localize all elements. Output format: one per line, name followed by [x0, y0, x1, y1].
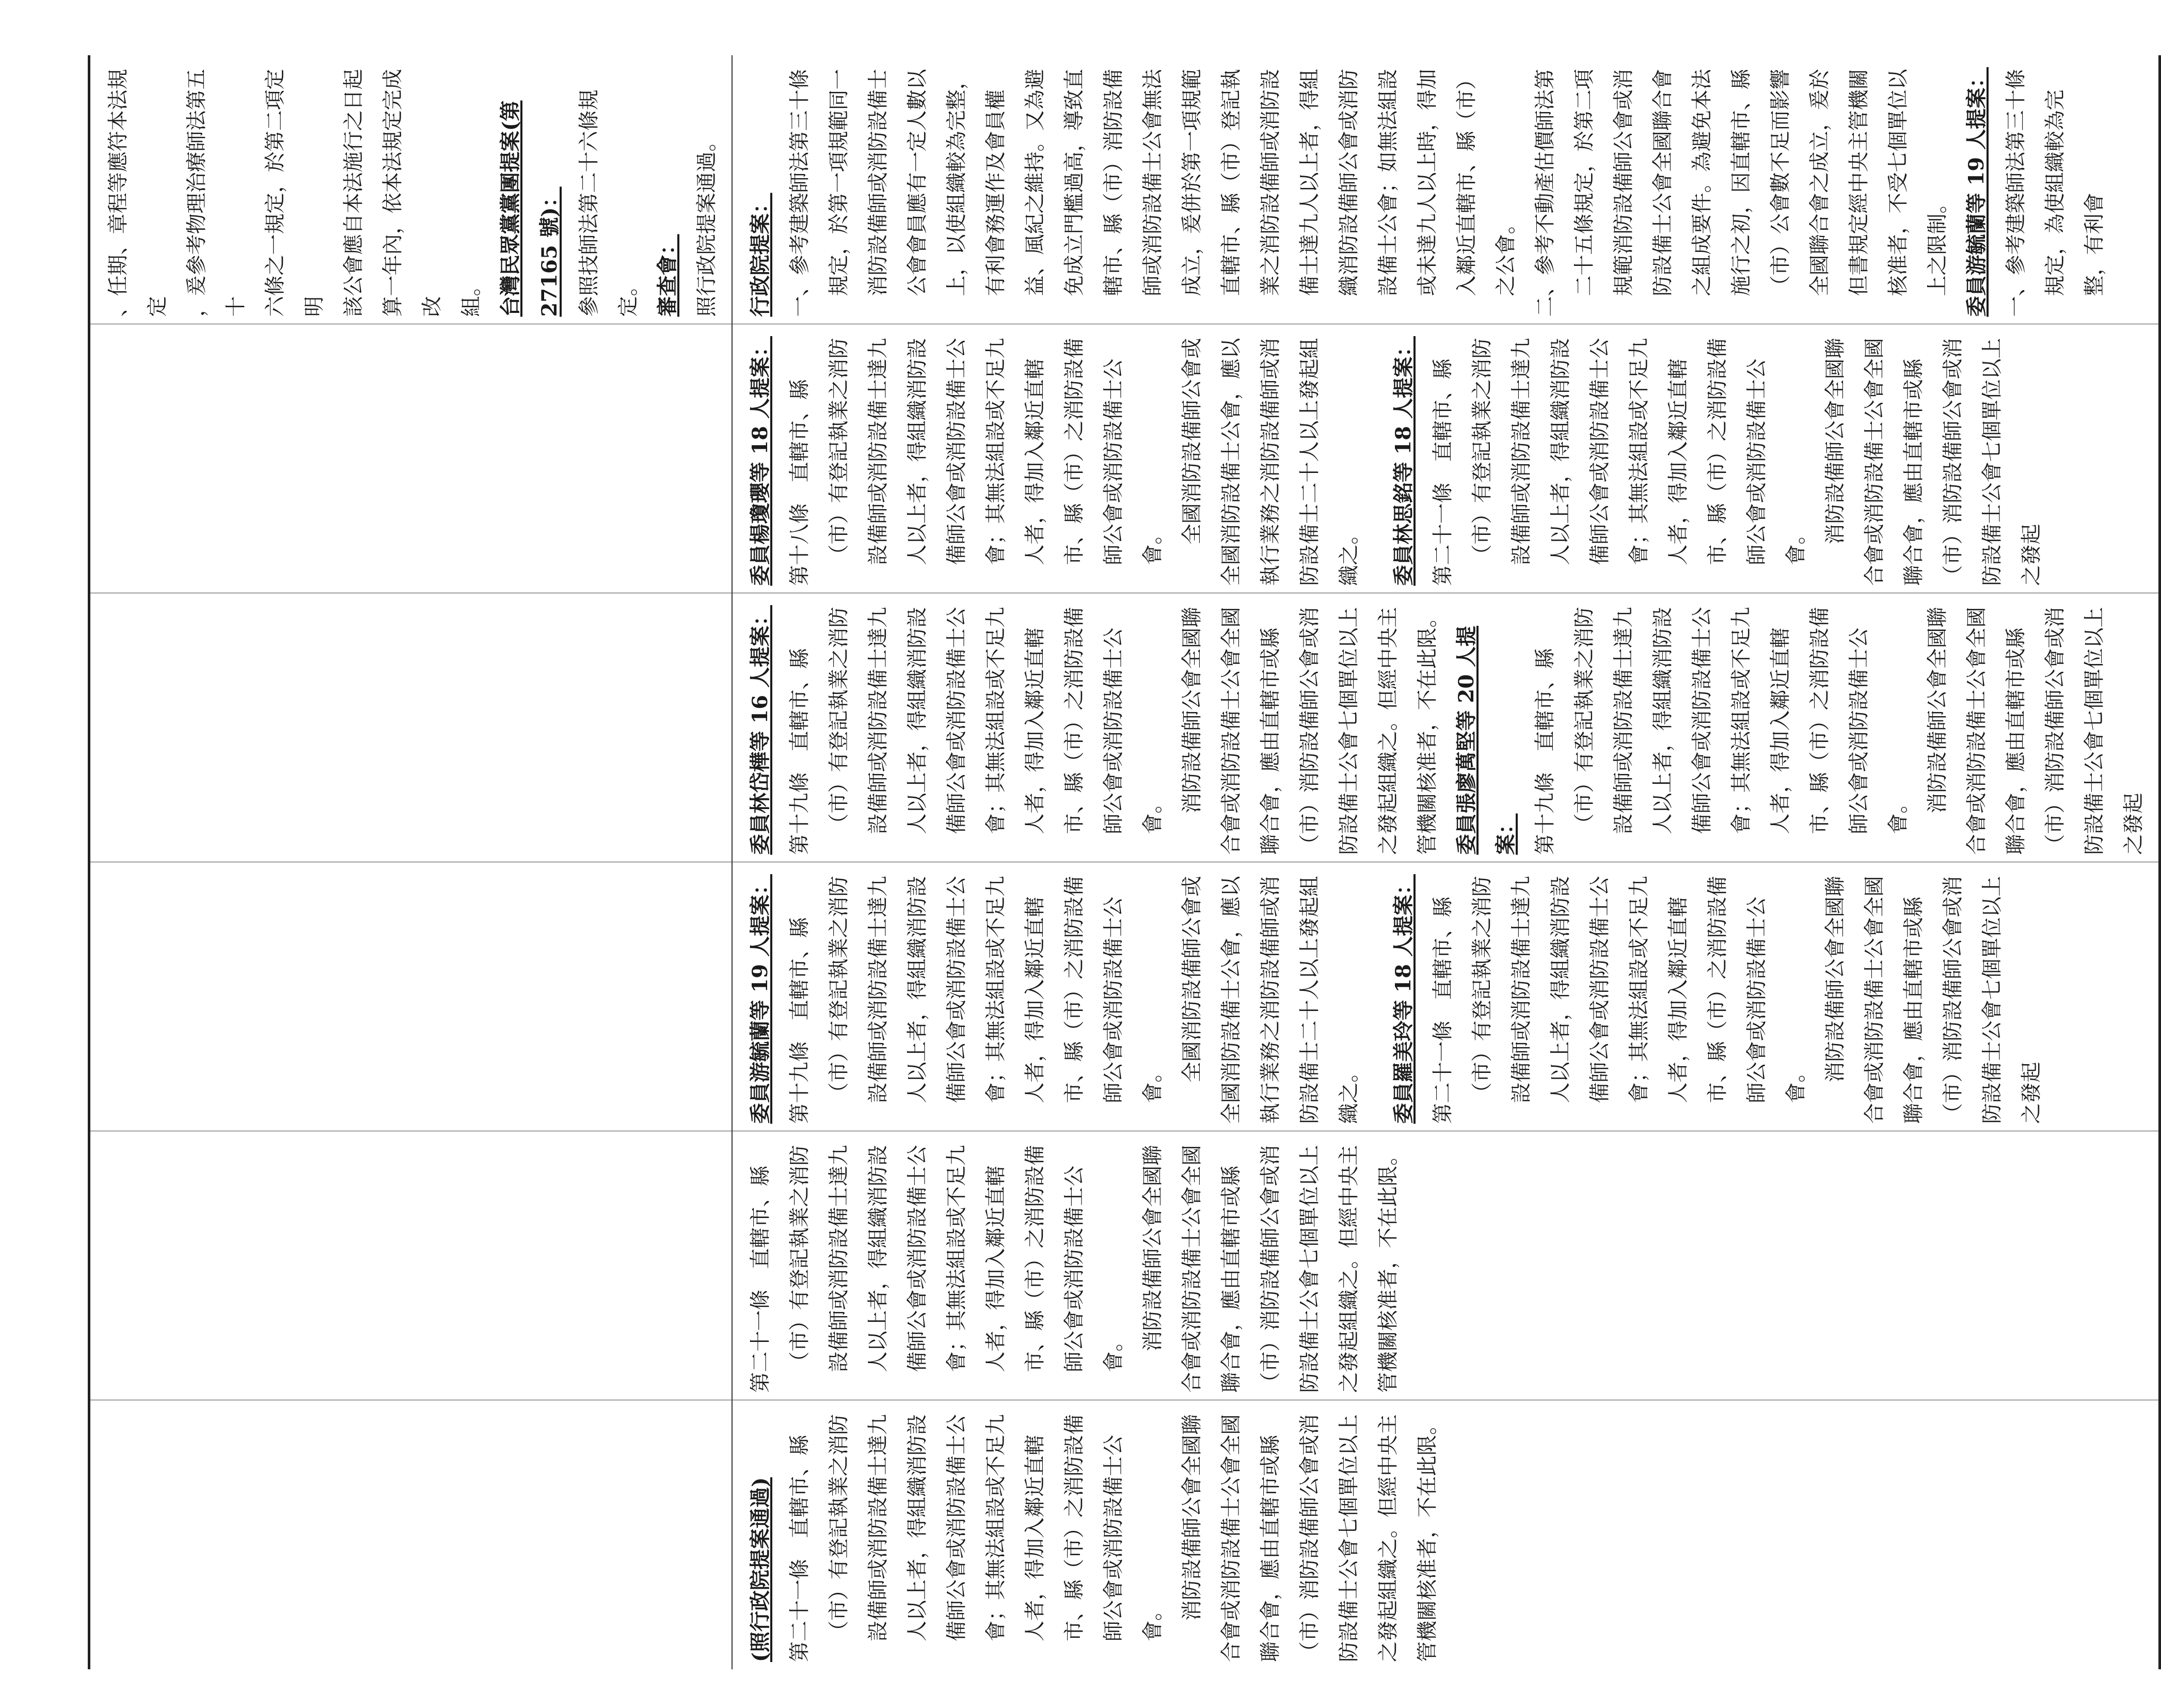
comparison-table [88, 55, 2161, 1669]
proposal-heading: 委員張廖萬堅等 20 人提案： [1454, 625, 1518, 855]
article-text: 全國消防設備師公會或全國消防設備士公會，應以執行業務之消防設備師或消防設備士二十人以上發起組織之。 [1180, 876, 1361, 1124]
cell-col5-top [89, 324, 733, 593]
tpp-caucus-heading: 台灣民眾黨黨團提案(第 27165 號)： [498, 100, 562, 317]
explanation-item: 一、參考建築師法第三十條規定，於第一項規範同一消防設備師或消防設備士公會會員應有一定人數以上，以使組織較為完整，有利會務運作及會員權益、風紀之維持。又為避免成立門檻過高，導致直轄市、縣（市）消防設備師或消防設備士公會無法成立，爰併於第一項規範直轄市、縣（市）登記執業之消防設備師或消防設備士達九人以上者，得組織消防設備師公會或消防設備士公會；如無法組設或未達九人以上時，得加入鄰近直轄市、縣（市）之公會。 [788, 69, 1518, 317]
proposal-heading: 委員林岱樺等 16 人提案： [748, 605, 772, 855]
article-text: 消防設備師公會全國聯合會或消防設備士公會全國聯合會，應由直轄市或縣（市）消防設備師公會或消防設備士公會七個單位以上之發起 [1823, 338, 2043, 586]
cell-col3-top [89, 862, 733, 1131]
explanation-item: 二、參考不動產估價師法第二十五條規定，於第二項規範消防設備師公會或消防設備士公會全國聯合會之組成要件。為避免本法施行之初，因直轄市、縣（市）公會數不足而影響全國聯合會之成立，爰於但書規定經中央主管機關核准者，不受七個單位以上之限制。 [1533, 69, 1949, 317]
proposal-heading: 委員林思銘等 18 人提案： [1391, 336, 1416, 586]
text-line: 算一年內，依本法規定完成改 [381, 69, 444, 317]
table-row [89, 55, 733, 1669]
text-line: 、任期、章程等應符本法規定 [106, 69, 169, 317]
passed-heading: (照行政院提案通過) [748, 1477, 772, 1662]
cell-col1-bottom [732, 1400, 2160, 1669]
cell-col3-bottom [732, 862, 2160, 1131]
article-text: 消防設備師公會全國聯合會或消防設備士公會全國聯合會，應由直轄市或縣（市）消防設備師公會或消防設備士公會七個單位以上之發起 [1823, 876, 2043, 1124]
text-line: ，爰參考物理治療師法第五十 [185, 69, 248, 317]
article-text: 消防設備師公會全國聯合會或消防設備士公會全國聯合會，應由直轄市或縣（市）消防設備師公會或消防設備士公會七個單位以上之發起 [1926, 607, 2146, 855]
proposal-heading: 委員楊瓊瓔等 18 人提案： [748, 336, 772, 586]
text-line: 六條之一規定，於第二項定明 [263, 69, 326, 317]
cell-col2-top [89, 1131, 733, 1400]
proposal-heading: 委員游毓蘭等 19 人提案： [748, 874, 772, 1124]
text-line: 該公會應自本法施行之日起 [342, 69, 366, 317]
article-text: 第二十一條 直轄市、縣（市）有登記執業之消防設備師或消防設備士達九人以上者，得組織消防設備師公會或消防設備士公會；其無法組設或不足九人者，得加入鄰近直轄市、縣（市）之消防設備師公會或消防設備士公會。 [749, 1145, 1125, 1393]
table-row [732, 55, 2160, 1669]
article-text: 第十八條 直轄市、縣（市）有登記執業之消防設備師或消防設備士達九人以上者，得組織消防設備師公會或消防設備士公會；其無法組設或不足九人者，得加入鄰近直轄市、縣（市）之消防設備師公會或消防設備士公會。 [788, 338, 1165, 586]
cell-col1-top [89, 1400, 733, 1669]
article-text: 第十九條 直轄市、縣（市）有登記執業之消防設備師或消防設備士達九人以上者，得組織消防設備師公會或消防設備士公會；其無法組設或不足九人者，得加入鄰近直轄市、縣（市）之消防設備師公會或消防設備士公會。 [1533, 607, 1910, 855]
cell-col5-bottom [732, 324, 2160, 593]
article-text: 消防設備師公會全國聯合會或消防設備士公會全國聯合會，應由直轄市或縣（市）消防設備師公會或消防設備士公會七個單位以上之發起組織之。但經中央主管機關核准者，不在此限。 [1180, 607, 1439, 855]
article-text: 消防設備師公會全國聯合會或消防設備士公會全國聯合會，應由直轄市或縣（市）消防設備師公會或消防設備士公會七個單位以上之發起組織之。但經中央主管機關核准者，不在此限。 [1141, 1145, 1400, 1393]
cell-col6-bottom [732, 55, 2160, 324]
cell-col6-top [89, 55, 733, 324]
review-committee-heading: 審查會： [655, 234, 679, 317]
article-text: 第二十一條 直轄市、縣（市）有登記執業之消防設備師或消防設備士達九人以上者，得組織消防設備師公會或消防設備士公會；其無法組設或不足九人者，得加入鄰近直轄市、縣（市）之消防設備師公會或消防設備士公會。 [1431, 876, 1808, 1124]
proposal-heading: 委員游毓蘭等 19 人提案： [1964, 67, 1989, 317]
article-text: 全國消防設備師公會或全國消防設備士公會，應以執行業務之消防設備師或消防設備士二十人以上發起組織之。 [1180, 338, 1361, 586]
explanation-continued [99, 62, 491, 317]
cell-col4-top [89, 593, 733, 862]
article-text: 第十九條 直轄市、縣（市）有登記執業之消防設備師或消防設備士達九人以上者，得組織消防設備師公會或消防設備士公會；其無法組設或不足九人者，得加入鄰近直轄市、縣（市）之消防設備師公會或消防設備士公會。 [788, 876, 1165, 1124]
proposal-heading: 行政院提案： [748, 193, 772, 317]
explanation-item: 一、參考建築師法第三十條規定，為使組織較為完整，有利會 [2004, 69, 2106, 317]
article-text: 第十九條 直轄市、縣（市）有登記執業之消防設備師或消防設備士達九人以上者，得組織消防設備師公會或消防設備士公會；其無法組設或不足九人者，得加入鄰近直轄市、縣（市）之消防設備師公會或消防設備士公會。 [788, 607, 1165, 855]
cell-col4-bottom [732, 593, 2160, 862]
article-text: 第二十一條 直轄市、縣（市）有登記執業之消防設備師或消防設備士達九人以上者，得組織消防設備師公會或消防設備士公會；其無法組設或不足九人者，得加入鄰近直轄市、縣（市）之消防設備師公會或消防設備士公會。 [1431, 338, 1808, 586]
article-text: 消防設備師公會全國聯合會或消防設備士公會全國聯合會，應由直轄市或縣（市）消防設備師公會或消防設備士公會七個單位以上之發起組織之。但經中央主管機關核准者，不在此限。 [1180, 1414, 1439, 1662]
text-line: 組。 [459, 275, 483, 317]
article-text: 第二十一條 直轄市、縣（市）有登記執業之消防設備師或消防設備士達九人以上者，得組織消防設備師公會或消防設備士公會；其無法組設或不足九人者，得加入鄰近直轄市、縣（市）之消防設備師公會或消防設備士公會。 [788, 1414, 1165, 1662]
cell-col2-bottom [732, 1131, 2160, 1400]
rotated-comparison-table [88, 55, 2146, 1669]
proposal-heading: 委員羅美玲等 18 人提案： [1391, 874, 1416, 1124]
review-committee-decision: 照行政院提案通過。 [695, 131, 719, 317]
tpp-caucus-reference: 參照技師法第二十六條規定。 [577, 89, 640, 317]
